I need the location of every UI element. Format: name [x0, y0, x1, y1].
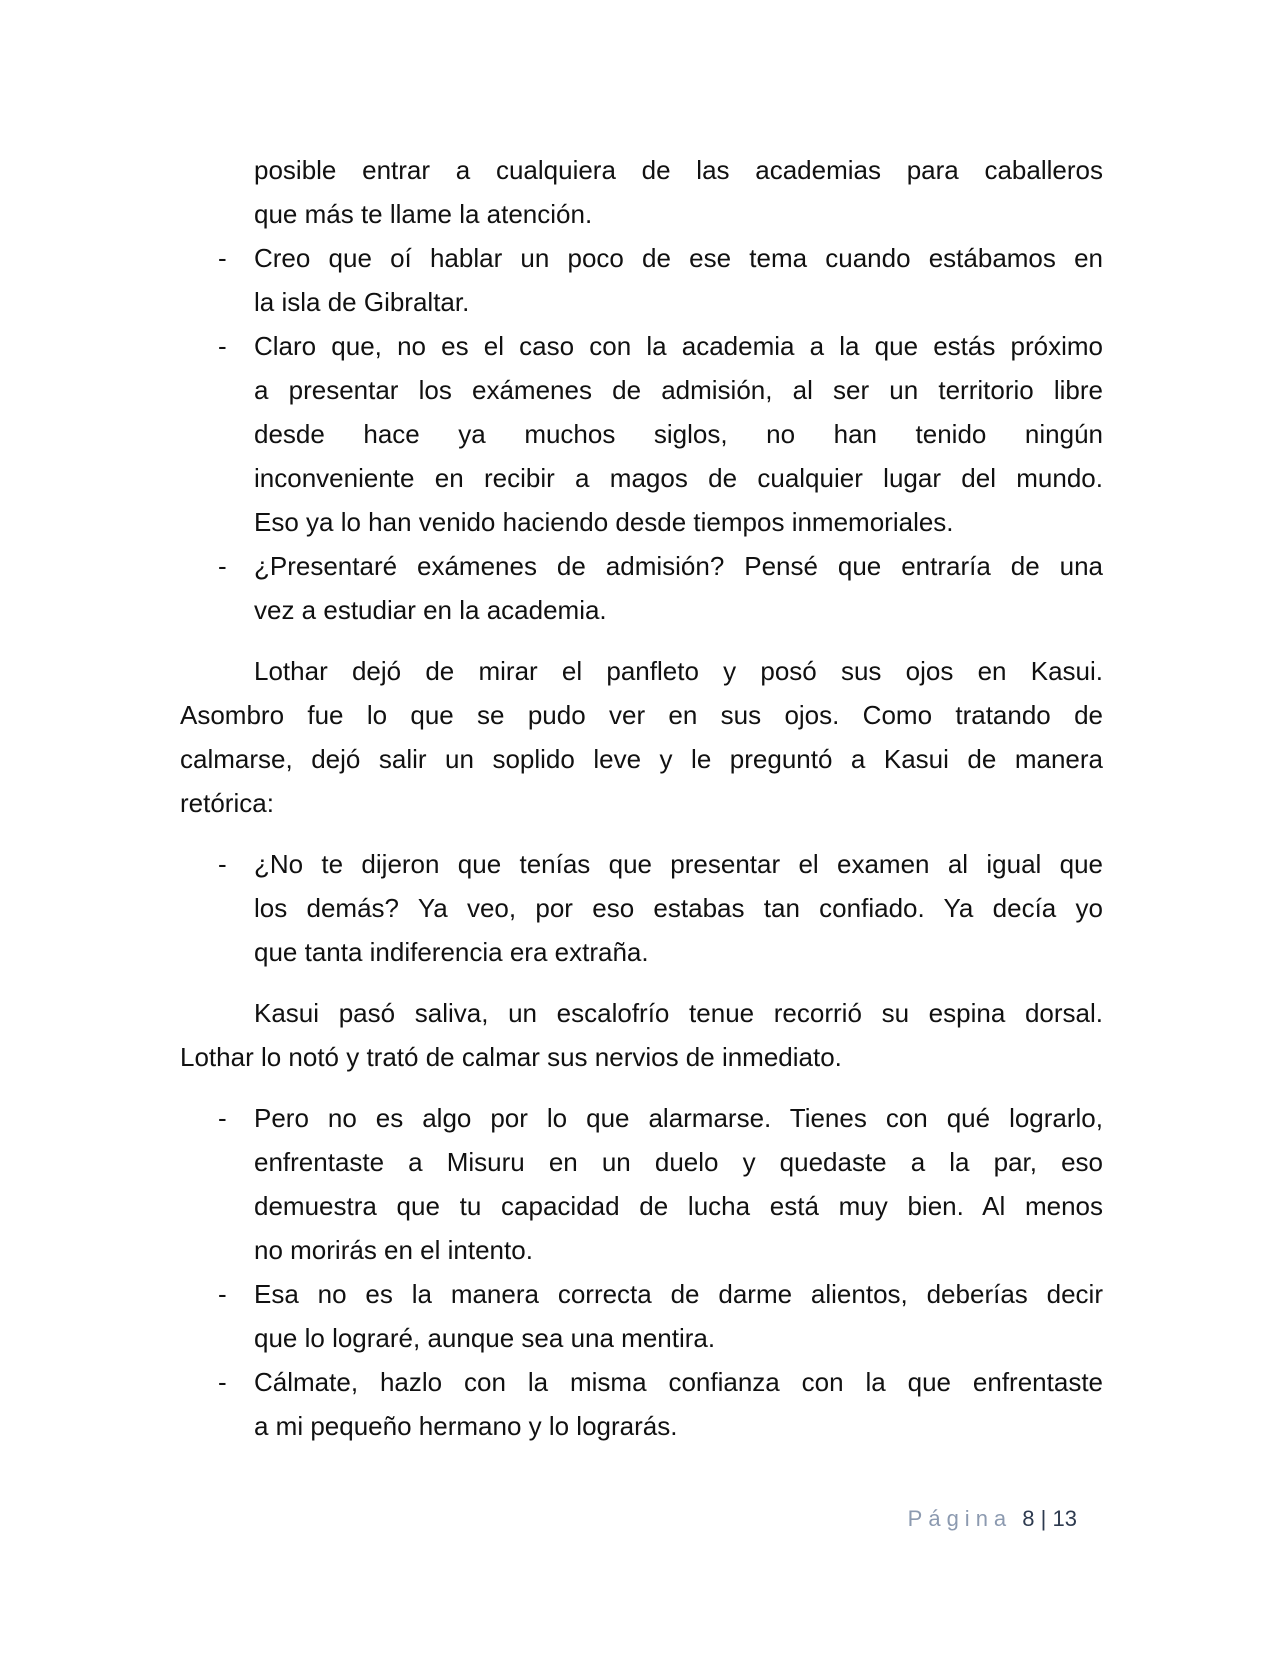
text-line — [180, 737, 1103, 781]
text-line — [218, 842, 1103, 886]
line-text: Creo que oí hablar un poco de ese tema cuando estábamos en — [254, 243, 1103, 273]
line-text: enfrentaste a Misuru en un duelo y quedaste a la par, eso — [254, 1147, 1103, 1177]
dialogue-dash: - — [218, 1367, 227, 1397]
line-text: Pero no es algo por lo que alarmarse. Tienes con qué lograrlo, — [254, 1103, 1103, 1133]
line-text: que lo lograré, aunque sea una mentira. — [254, 1323, 716, 1353]
text-line — [218, 1360, 1103, 1404]
line-text: Cálmate, hazlo con la misma confianza con la que enfrentaste — [254, 1367, 1103, 1397]
text-line — [254, 148, 1103, 192]
line-text: los demás? Ya veo, por eso estabas tan confiado. Ya decía yo — [254, 893, 1103, 923]
text-line — [180, 1035, 1103, 1079]
dialogue-dash: - — [218, 243, 227, 273]
page-total: 13 — [1052, 1506, 1077, 1531]
dialogue-item — [180, 1272, 1103, 1360]
line-text: inconveniente en recibir a magos de cualquier lugar del mundo. — [254, 463, 1103, 493]
line-text: que tanta indiferencia era extraña. — [254, 937, 649, 967]
line-text: la isla de Gibraltar. — [254, 287, 470, 317]
dialogue-item — [180, 1096, 1103, 1272]
line-text: vez a estudiar en la academia. — [254, 595, 607, 625]
line-text: Kasui pasó saliva, un escalofrío tenue recorrió su espina dorsal. — [254, 998, 1103, 1028]
line-text: Lothar lo notó y trató de calmar sus nervios de inmediato. — [180, 1042, 842, 1072]
narrative-paragraph — [180, 991, 1103, 1079]
line-text: calmarse, dejó salir un soplido leve y le preguntó a Kasui de manera — [180, 744, 1103, 774]
page-label: Página — [907, 1506, 1013, 1531]
line-text: Asombro fue lo que se pudo ver en sus ojos. Como tratando de — [180, 700, 1103, 730]
dialogue-dash: - — [218, 849, 227, 879]
text-line — [254, 930, 1103, 974]
line-text: Eso ya lo han venido haciendo desde tiempos inmemoriales. — [254, 507, 954, 537]
dialogue-dash: - — [218, 1103, 227, 1133]
text-line — [254, 1404, 1103, 1448]
text-line — [254, 1228, 1103, 1272]
line-text: Claro que, no es el caso con la academia a la que estás próximo — [254, 331, 1103, 361]
text-line — [254, 991, 1103, 1035]
text-line — [254, 500, 1103, 544]
line-text: a presentar los exámenes de admisión, al ser un territorio libre — [254, 375, 1103, 405]
text-line — [254, 886, 1103, 930]
text-line — [218, 544, 1103, 588]
page-number: 8 — [1022, 1506, 1035, 1531]
text-line — [218, 1272, 1103, 1316]
dialogue-item — [180, 1360, 1103, 1448]
narrative-paragraph — [180, 649, 1103, 825]
text-line — [254, 192, 1103, 236]
dialogue-dash: - — [218, 551, 227, 581]
dialogue-item — [180, 544, 1103, 632]
text-line — [180, 693, 1103, 737]
text-line — [254, 368, 1103, 412]
line-text: retórica: — [180, 788, 274, 818]
line-text: que más te llame la atención. — [254, 199, 593, 229]
text-line — [218, 1096, 1103, 1140]
text-line — [254, 649, 1103, 693]
text-line — [218, 324, 1103, 368]
text-line — [254, 456, 1103, 500]
text-line — [218, 236, 1103, 280]
page-separator: | — [1040, 1506, 1047, 1531]
dialogue-dash: - — [218, 331, 227, 361]
line-text: Lothar dejó de mirar el panfleto y posó sus ojos en Kasui. — [254, 656, 1103, 686]
dialogue-item — [180, 236, 1103, 324]
text-line — [254, 588, 1103, 632]
text-line — [254, 1184, 1103, 1228]
line-text: demuestra que tu capacidad de lucha está muy bien. Al menos — [254, 1191, 1103, 1221]
dialogue-item — [180, 324, 1103, 544]
line-text: desde hace ya muchos siglos, no han tenido ningún — [254, 419, 1103, 449]
dialogue-item — [180, 148, 1103, 236]
line-text: no morirás en el intento. — [254, 1235, 533, 1265]
text-line — [254, 280, 1103, 324]
line-text: ¿No te dijeron que tenías que presentar el examen al igual que — [254, 849, 1103, 879]
dialogue-item — [180, 842, 1103, 974]
text-line — [254, 1140, 1103, 1184]
line-text: Esa no es la manera correcta de darme alientos, deberías decir — [254, 1279, 1103, 1309]
text-line — [254, 412, 1103, 456]
dialogue-dash: - — [218, 1279, 227, 1309]
page-footer — [908, 1506, 1077, 1532]
line-text: a mi pequeño hermano y lo lograrás. — [254, 1411, 678, 1441]
line-text: posible entrar a cualquiera de las academias para caballeros — [254, 155, 1103, 185]
line-text: ¿Presentaré exámenes de admisión? Pensé que entraría de una — [254, 551, 1103, 581]
text-line — [180, 781, 1103, 825]
text-line — [254, 1316, 1103, 1360]
document-body — [180, 148, 1103, 1448]
